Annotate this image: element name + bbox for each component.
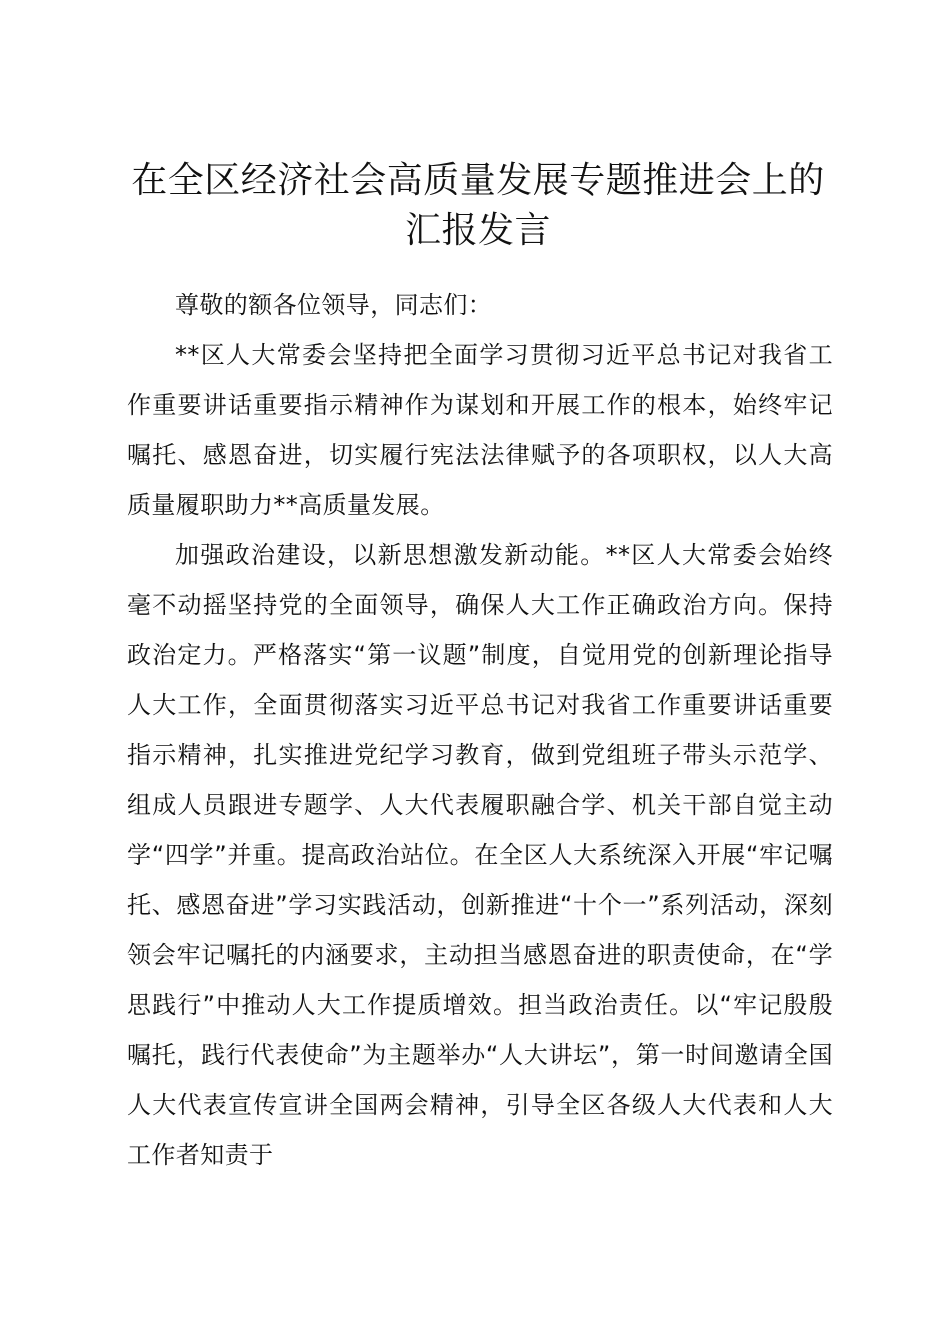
document-title: 在全区经济社会高质量发展专题推进会上的汇报发言 bbox=[131, 160, 825, 251]
paragraph-intro: **区人大常委会坚持把全面学习贯彻习近平总书记对我省工作重要讲话重要指示精神作为谋划和开展工作的根本，始终牢记嘱托、感恩奋进，切实履行宪法法律赋予的各项职权，以人大高质量履职助力**高质量发展。 bbox=[127, 341, 833, 519]
paragraph-political-building: 加强政治建设，以新思想激发新动能。**区人大常委会始终毫不动摇坚持党的全面领导，确保人大工作正确政治方向。保持政治定力。严格落实“第一议题”制度，自觉用党的创新理论指导人大工作，全面贯彻落实习近平总书记对我省工作重要讲话重要指示精神，扎实推进党纪学习教育，做到党组班子带头示范学、组成人员跟进专题学、人大代表履职融合学、机关干部自觉主动学“四学”并重。提高政治站位。在全区人大系统深入开展“牢记嘱托、感恩奋进”学习实践活动，创新推进“十个一”系列活动，深刻领会牢记嘱托的内涵要求，主动担当感恩奋进的职责使命，在“学思践行”中推动人大工作提质增效。担当政治责任。以“牢记殷殷嘱托，践行代表使命”为主题举办“人大讲坛”，第一时间邀请全国人大代表宣传宣讲全国两会精神，引导全区各级人大代表和人大工作者知责于 bbox=[127, 541, 834, 1169]
salutation: 尊敬的额各位领导，同志们： bbox=[175, 291, 493, 319]
document-body bbox=[127, 280, 833, 1180]
